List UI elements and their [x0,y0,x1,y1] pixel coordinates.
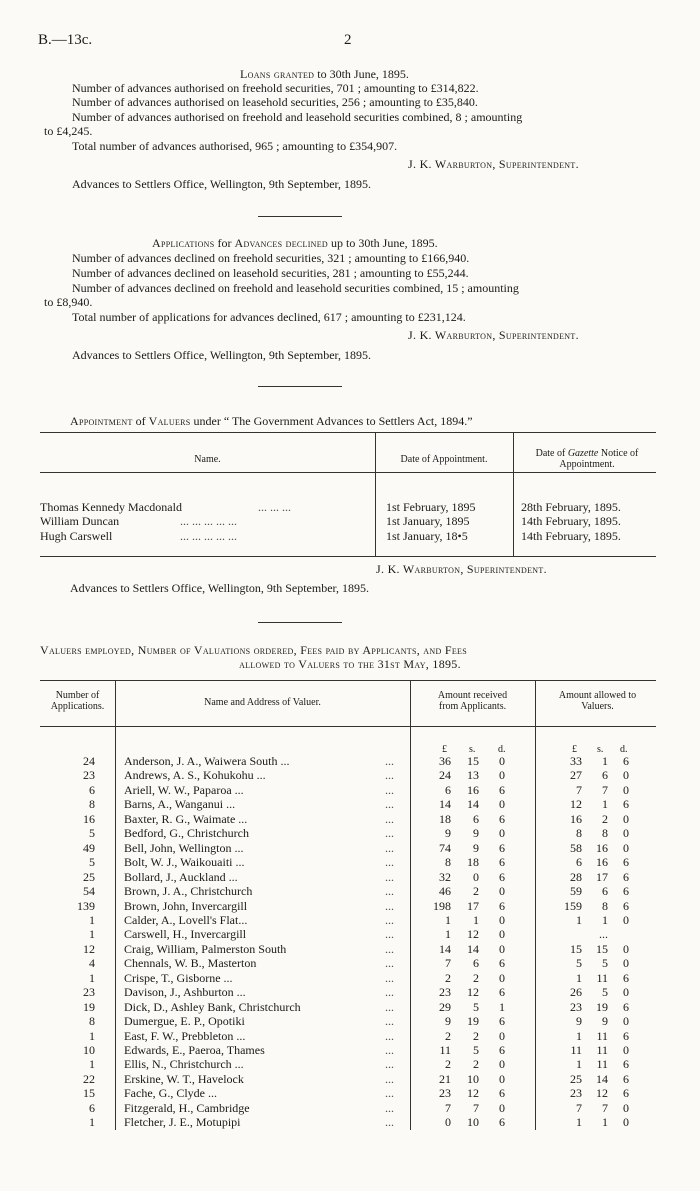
leader-dots: ... [385,870,394,884]
allowed-pounds: 27 [570,768,582,782]
valuer-name: Ariell, W. W., Paparoa ... [124,783,244,797]
applications-count: 8 [89,1014,95,1028]
valuer-name: Brown, John, Invercargill [124,899,248,913]
applications-count: 54 [83,884,95,898]
received-pence: 6 [499,1086,505,1100]
applications-count: 15 [83,1086,95,1100]
allowed-pounds: 6 [576,855,582,869]
valuer-name: Dick, D., Ashley Bank, Christchurch [124,1000,301,1014]
received-shillings: 12 [467,985,479,999]
valuers-title-line2: allowed to Valuers to the 31st May, 1895. [239,657,461,671]
declined-office: Advances to Settlers Office, Wellington, 9th September, 1895. [72,348,372,362]
received-shillings: 0 [473,870,479,884]
allowed-pounds: 12 [570,797,582,811]
received-pence: 6 [499,812,505,826]
declined-line: to £8,940. [44,295,93,309]
received-pence: 0 [499,1101,505,1115]
applications-count: 10 [83,1043,95,1057]
document-reference: B.—13c. [38,32,93,48]
received-shillings: 7 [473,1101,479,1115]
allowed-shillings: 5 [602,956,608,970]
allowed-shillings: 15 [596,942,608,956]
allowed-shillings: 19 [596,1000,608,1014]
leader-dots: ... [385,1043,394,1057]
allowed-pounds: 5 [576,956,582,970]
allowed-pounds: 59 [570,884,582,898]
allowed-pence: 0 [623,841,629,855]
valuer-name: Bolt, W. J., Waikouaiti ... [124,855,245,869]
received-shillings: 10 [467,1115,479,1129]
allowed-pence: 0 [623,768,629,782]
allowed-shillings: 16 [596,855,608,869]
declined-line: Number of advances declined on leasehold securities, 281 ; amounting to £55,244. [72,266,469,280]
leader-dots: ... [385,1086,394,1100]
valuer-name: Erskine, W. T., Havelock [124,1072,244,1086]
leader-dots: ... [385,927,394,941]
received-shillings: 15 [467,754,479,768]
received-pence: 6 [499,841,505,855]
allowed-pence: 6 [623,797,629,811]
valuer-name: Davison, J., Ashburton ... [124,985,246,999]
valuer-name: Bollard, J., Auckland ... [124,870,238,884]
applications-count: 1 [89,913,95,927]
received-pounds: 32 [439,870,451,884]
received-shillings: 2 [473,1029,479,1043]
received-pounds: 18 [439,812,451,826]
received-pounds: 36 [439,754,451,768]
leader-dots: ... [385,899,394,913]
leader-dots: ... [385,768,394,782]
applications-count: 6 [89,783,95,797]
divider [258,622,342,623]
received-shillings: 16 [467,783,479,797]
leader-dots: ... [385,913,394,927]
applications-count: 25 [83,870,95,884]
applications-count: 5 [89,826,95,840]
valuer-name: Chennals, W. B., Masterton [124,956,257,970]
allowed-pounds: 25 [570,1072,582,1086]
column-divider [115,680,116,1130]
leader-dots: ... [385,797,394,811]
received-pounds: 46 [439,884,451,898]
leader-dots: ... [385,942,394,956]
valuer-name: Craig, William, Palmerston South [124,942,287,956]
gazette-date: 28th February, 1895. [521,500,621,514]
loans-line: Number of advances authorised on freehold and leasehold securities combined, 8 ; amounting [72,110,523,124]
loans-line: to £4,245. [44,124,93,138]
received-pounds: 0 [445,1115,451,1129]
loans-office: Advances to Settlers Office, Wellington, 9th September, 1895. [72,177,372,191]
allowed-pounds: 26 [570,985,582,999]
allowed-pounds: 11 [570,1043,582,1057]
received-pounds: 7 [445,956,451,970]
appointments-office: Advances to Settlers Office, Wellington, 9th September, 1895. [70,581,370,595]
unit-pounds: £ [442,744,447,755]
received-pounds: 198 [433,899,451,913]
allowed-pence: 0 [623,1115,629,1129]
valuer-name: Fache, G., Clyde ... [124,1086,217,1100]
unit-shillings: s. [469,744,476,755]
received-shillings: 14 [467,797,479,811]
allowed-shillings: 7 [602,783,608,797]
valuers-title-line1: Valuers employed, Number of Valuations ordered, Fees paid by Applicants, and Fees [40,643,467,657]
received-pounds: 2 [445,1057,451,1071]
allowed-shillings: 11 [596,1057,608,1071]
allowed-shillings: 11 [596,1043,608,1057]
received-pence: 6 [499,855,505,869]
allowed-shillings: 17 [596,870,608,884]
allowed-pence: 0 [623,956,629,970]
valuer-name: Bell, John, Wellington ... [124,841,244,855]
allowed-pence: 6 [623,1057,629,1071]
valuers-header-rule [40,726,656,727]
received-pounds: 8 [445,855,451,869]
received-shillings: 14 [467,942,479,956]
applications-count: 23 [83,768,95,782]
valuer-name: Bedford, G., Christchurch [124,826,249,840]
allowed-pence: 6 [623,884,629,898]
received-shillings: 19 [467,1014,479,1028]
allowed-shillings: ... [599,927,608,941]
received-shillings: 10 [467,1072,479,1086]
allowed-pounds: 1 [576,913,582,927]
received-shillings: 9 [473,841,479,855]
allowed-pence: 6 [623,971,629,985]
allowed-pounds: 16 [570,812,582,826]
allowed-shillings: 8 [602,826,608,840]
loans-title: Loans granted to 30th June, 1895. [240,67,409,81]
received-pounds: 24 [439,768,451,782]
received-pence: 0 [499,927,505,941]
valuer-name: Fletcher, J. E., Motupipi [124,1115,241,1129]
received-shillings: 6 [473,956,479,970]
received-pence: 0 [499,1072,505,1086]
declined-signature: J. K. Warburton, Superintendent. [408,328,579,342]
loans-line: Number of advances authorised on leasehold securities, 256 ; amounting to £35,840. [72,95,478,109]
received-shillings: 9 [473,826,479,840]
applications-count: 22 [83,1072,95,1086]
received-pence: 0 [499,884,505,898]
received-pounds: 1 [445,927,451,941]
applications-count: 1 [89,1029,95,1043]
leader-dots: ... [385,841,394,855]
received-shillings: 13 [467,768,479,782]
received-shillings: 6 [473,812,479,826]
applications-count: 12 [83,942,95,956]
received-pounds: 1 [445,913,451,927]
received-pounds: 2 [445,1029,451,1043]
appointment-date: 1st February, 1895 [386,500,476,514]
received-pounds: 23 [439,1086,451,1100]
valuer-name: Andrews, A. S., Kohukohu ... [124,768,266,782]
received-pence: 6 [499,985,505,999]
allowed-pence: 0 [623,826,629,840]
received-pence: 0 [499,942,505,956]
allowed-pence: 6 [623,855,629,869]
allowed-shillings: 12 [596,1086,608,1100]
leader-dots: ... ... ... ... ... [180,514,237,528]
received-pounds: 74 [439,841,451,855]
applications-count: 24 [83,754,95,768]
leader-dots: ... [385,754,394,768]
applications-count: 1 [89,1057,95,1071]
allowed-pence: 6 [623,899,629,913]
valuers-table-top-rule [40,680,656,681]
received-pence: 0 [499,1057,505,1071]
applications-count: 19 [83,1000,95,1014]
leader-dots: ... [385,1029,394,1043]
allowed-pence: 6 [623,754,629,768]
appointment-name: Thomas Kennedy Macdonald [40,500,182,514]
valuer-name: Carswell, H., Invercargill [124,927,247,941]
applications-count: 8 [89,797,95,811]
allowed-pounds: 7 [576,1101,582,1115]
allowed-pounds: 23 [570,1086,582,1100]
loans-signature: J. K. Warburton, Superintendent. [408,157,579,171]
applications-count: 23 [83,985,95,999]
leader-dots: ... [385,1115,394,1129]
leader-dots: ... [385,1000,394,1014]
unit-pence: d. [498,744,506,755]
applications-count: 1 [89,971,95,985]
applications-count: 5 [89,855,95,869]
received-pence: 0 [499,797,505,811]
divider [258,386,342,387]
allowed-pence: 6 [623,1086,629,1100]
column-header-valuer: Name and Address of Valuer. [204,697,321,708]
received-pounds: 14 [439,942,451,956]
allowed-pounds: 1 [576,1057,582,1071]
column-divider [535,680,536,1130]
allowed-pounds: 9 [576,1014,582,1028]
allowed-shillings: 9 [602,1014,608,1028]
leader-dots: ... ... ... [258,500,291,514]
valuer-name: Anderson, J. A., Waiwera South ... [124,754,290,768]
declined-line: Number of advances declined on freehold and leasehold securities combined, 15 ; amounting [72,281,519,295]
received-pounds: 14 [439,797,451,811]
valuer-name: Baxter, R. G., Waimate ... [124,812,248,826]
received-pence: 0 [499,1029,505,1043]
gazette-date: 14th February, 1895. [521,529,621,543]
allowed-pence: 0 [623,1014,629,1028]
received-shillings: 5 [473,1000,479,1014]
allowed-pence: 6 [623,870,629,884]
column-header-date: Date of Appointment. [400,454,488,465]
allowed-pence: 0 [623,1101,629,1115]
unit-pence: d. [620,744,628,755]
received-shillings: 1 [473,913,479,927]
leader-dots: ... [385,971,394,985]
allowed-shillings: 1 [602,1115,608,1129]
leader-dots: ... [385,826,394,840]
allowed-pence: 6 [623,1000,629,1014]
allowed-shillings: 1 [602,754,608,768]
allowed-shillings: 8 [602,899,608,913]
received-shillings: 12 [467,1086,479,1100]
column-divider [375,432,376,556]
applications-count: 139 [77,899,95,913]
appointment-date: 1st January, 18•5 [386,529,468,543]
allowed-pence: 6 [623,1072,629,1086]
applications-count: 1 [89,1115,95,1129]
page-number: 2 [344,32,352,48]
allowed-pounds: 58 [570,841,582,855]
leader-dots: ... [385,855,394,869]
allowed-pounds: 1 [576,971,582,985]
received-pence: 1 [499,1000,505,1014]
allowed-pence: 0 [623,783,629,797]
column-header-name: Name. [194,454,221,465]
gazette-date: 14th February, 1895. [521,514,621,528]
received-pence: 0 [499,754,505,768]
table-top-rule [40,432,656,433]
allowed-pence: 0 [623,913,629,927]
declined-total: Total number of applications for advances declined, 617 ; amounting to £231,124. [72,310,466,324]
valuer-name: Calder, A., Lovell's Flat... [124,913,248,927]
received-pence: 0 [499,913,505,927]
column-header-applications: Number of Applications. [50,690,105,712]
received-pounds: 21 [439,1072,451,1086]
unit-shillings: s. [597,744,604,755]
valuer-name: East, F. W., Prebbleton ... [124,1029,246,1043]
column-divider [410,680,411,1130]
declined-line: Number of advances declined on freehold securities, 321 ; amounting to £166,940. [72,251,470,265]
appointment-name: Hugh Carswell [40,529,113,543]
loans-line: Number of advances authorised on freehold securities, 701 ; amounting to £314,822. [72,81,479,95]
leader-dots: ... [385,1072,394,1086]
allowed-pounds: 23 [570,1000,582,1014]
received-pence: 0 [499,971,505,985]
leader-dots: ... [385,812,394,826]
received-pounds: 9 [445,1014,451,1028]
allowed-pounds: 159 [564,899,582,913]
allowed-shillings: 11 [596,971,608,985]
unit-pounds: £ [572,744,577,755]
valuer-name: Edwards, E., Paeroa, Thames [124,1043,265,1057]
applications-count: 6 [89,1101,95,1115]
received-shillings: 2 [473,971,479,985]
column-header-allowed: Amount allowed to Valuers. [558,690,637,712]
allowed-shillings: 7 [602,1101,608,1115]
allowed-shillings: 1 [602,913,608,927]
received-pounds: 9 [445,826,451,840]
allowed-pounds: 1 [576,1029,582,1043]
leader-dots: ... [385,783,394,797]
allowed-pence: 0 [623,942,629,956]
leader-dots: ... [385,884,394,898]
allowed-shillings: 5 [602,985,608,999]
received-pence: 6 [499,1115,505,1129]
leader-dots: ... ... ... ... ... [180,529,237,543]
allowed-pounds: 33 [570,754,582,768]
allowed-pence: 0 [623,1043,629,1057]
allowed-shillings: 6 [602,768,608,782]
allowed-shillings: 2 [602,812,608,826]
column-header-received: Amount received from Applicants. [437,690,508,712]
valuer-name: Crispe, T., Gisborne ... [124,971,233,985]
received-shillings: 18 [467,855,479,869]
appointment-date: 1st January, 1895 [386,514,470,528]
allowed-pence: 0 [623,985,629,999]
table-bottom-rule [40,556,656,557]
valuer-name: Brown, J. A., Christchurch [124,884,253,898]
applications-count: 4 [89,956,95,970]
allowed-shillings: 1 [602,797,608,811]
allowed-pounds: 28 [570,870,582,884]
received-shillings: 17 [467,899,479,913]
allowed-shillings: 16 [596,841,608,855]
divider [258,216,342,217]
received-shillings: 2 [473,884,479,898]
column-header-gazette: Date of Gazette Notice of Appointment. [535,448,639,470]
received-shillings: 12 [467,927,479,941]
leader-dots: ... [385,1057,394,1071]
received-pence: 6 [499,870,505,884]
received-pounds: 6 [445,783,451,797]
leader-dots: ... [385,956,394,970]
received-shillings: 5 [473,1043,479,1057]
received-pounds: 11 [439,1043,451,1057]
valuer-name: Fitzgerald, H., Cambridge [124,1101,250,1115]
applications-count: 16 [83,812,95,826]
applications-count: 49 [83,841,95,855]
allowed-shillings: 14 [596,1072,608,1086]
table-header-rule [40,472,656,473]
leader-dots: ... [385,1101,394,1115]
received-pounds: 7 [445,1101,451,1115]
received-pence: 6 [499,1043,505,1057]
received-pence: 6 [499,1014,505,1028]
allowed-pounds: 1 [576,1115,582,1129]
leader-dots: ... [385,985,394,999]
allowed-pounds: 7 [576,783,582,797]
received-pence: 0 [499,826,505,840]
appointments-signature: J. K. Warburton, Superintendent. [376,562,547,576]
received-pence: 0 [499,768,505,782]
allowed-shillings: 6 [602,884,608,898]
valuer-name: Dumergue, E. P., Opotiki [124,1014,245,1028]
loans-total: Total number of advances authorised, 965 ; amounting to £354,907. [72,139,398,153]
allowed-pounds: 8 [576,826,582,840]
allowed-pounds: 15 [570,942,582,956]
received-pence: 6 [499,899,505,913]
received-pounds: 29 [439,1000,451,1014]
declined-title: Applications for Advances declined up to 30th June, 1895. [152,236,438,250]
valuer-name: Ellis, N., Christchurch ... [124,1057,244,1071]
allowed-shillings: 11 [596,1029,608,1043]
applications-count: 1 [89,927,95,941]
leader-dots: ... [385,1014,394,1028]
allowed-pence: 0 [623,812,629,826]
received-shillings: 2 [473,1057,479,1071]
received-pounds: 2 [445,971,451,985]
received-pence: 6 [499,783,505,797]
appointment-name: William Duncan [40,514,120,528]
received-pence: 6 [499,956,505,970]
received-pounds: 23 [439,985,451,999]
valuer-name: Barns, A., Wanganui ... [124,797,236,811]
appointments-title: Appointment of Valuers under “ The Government Advances to Settlers Act, 1894.” [70,414,473,428]
allowed-pence: 6 [623,1029,629,1043]
